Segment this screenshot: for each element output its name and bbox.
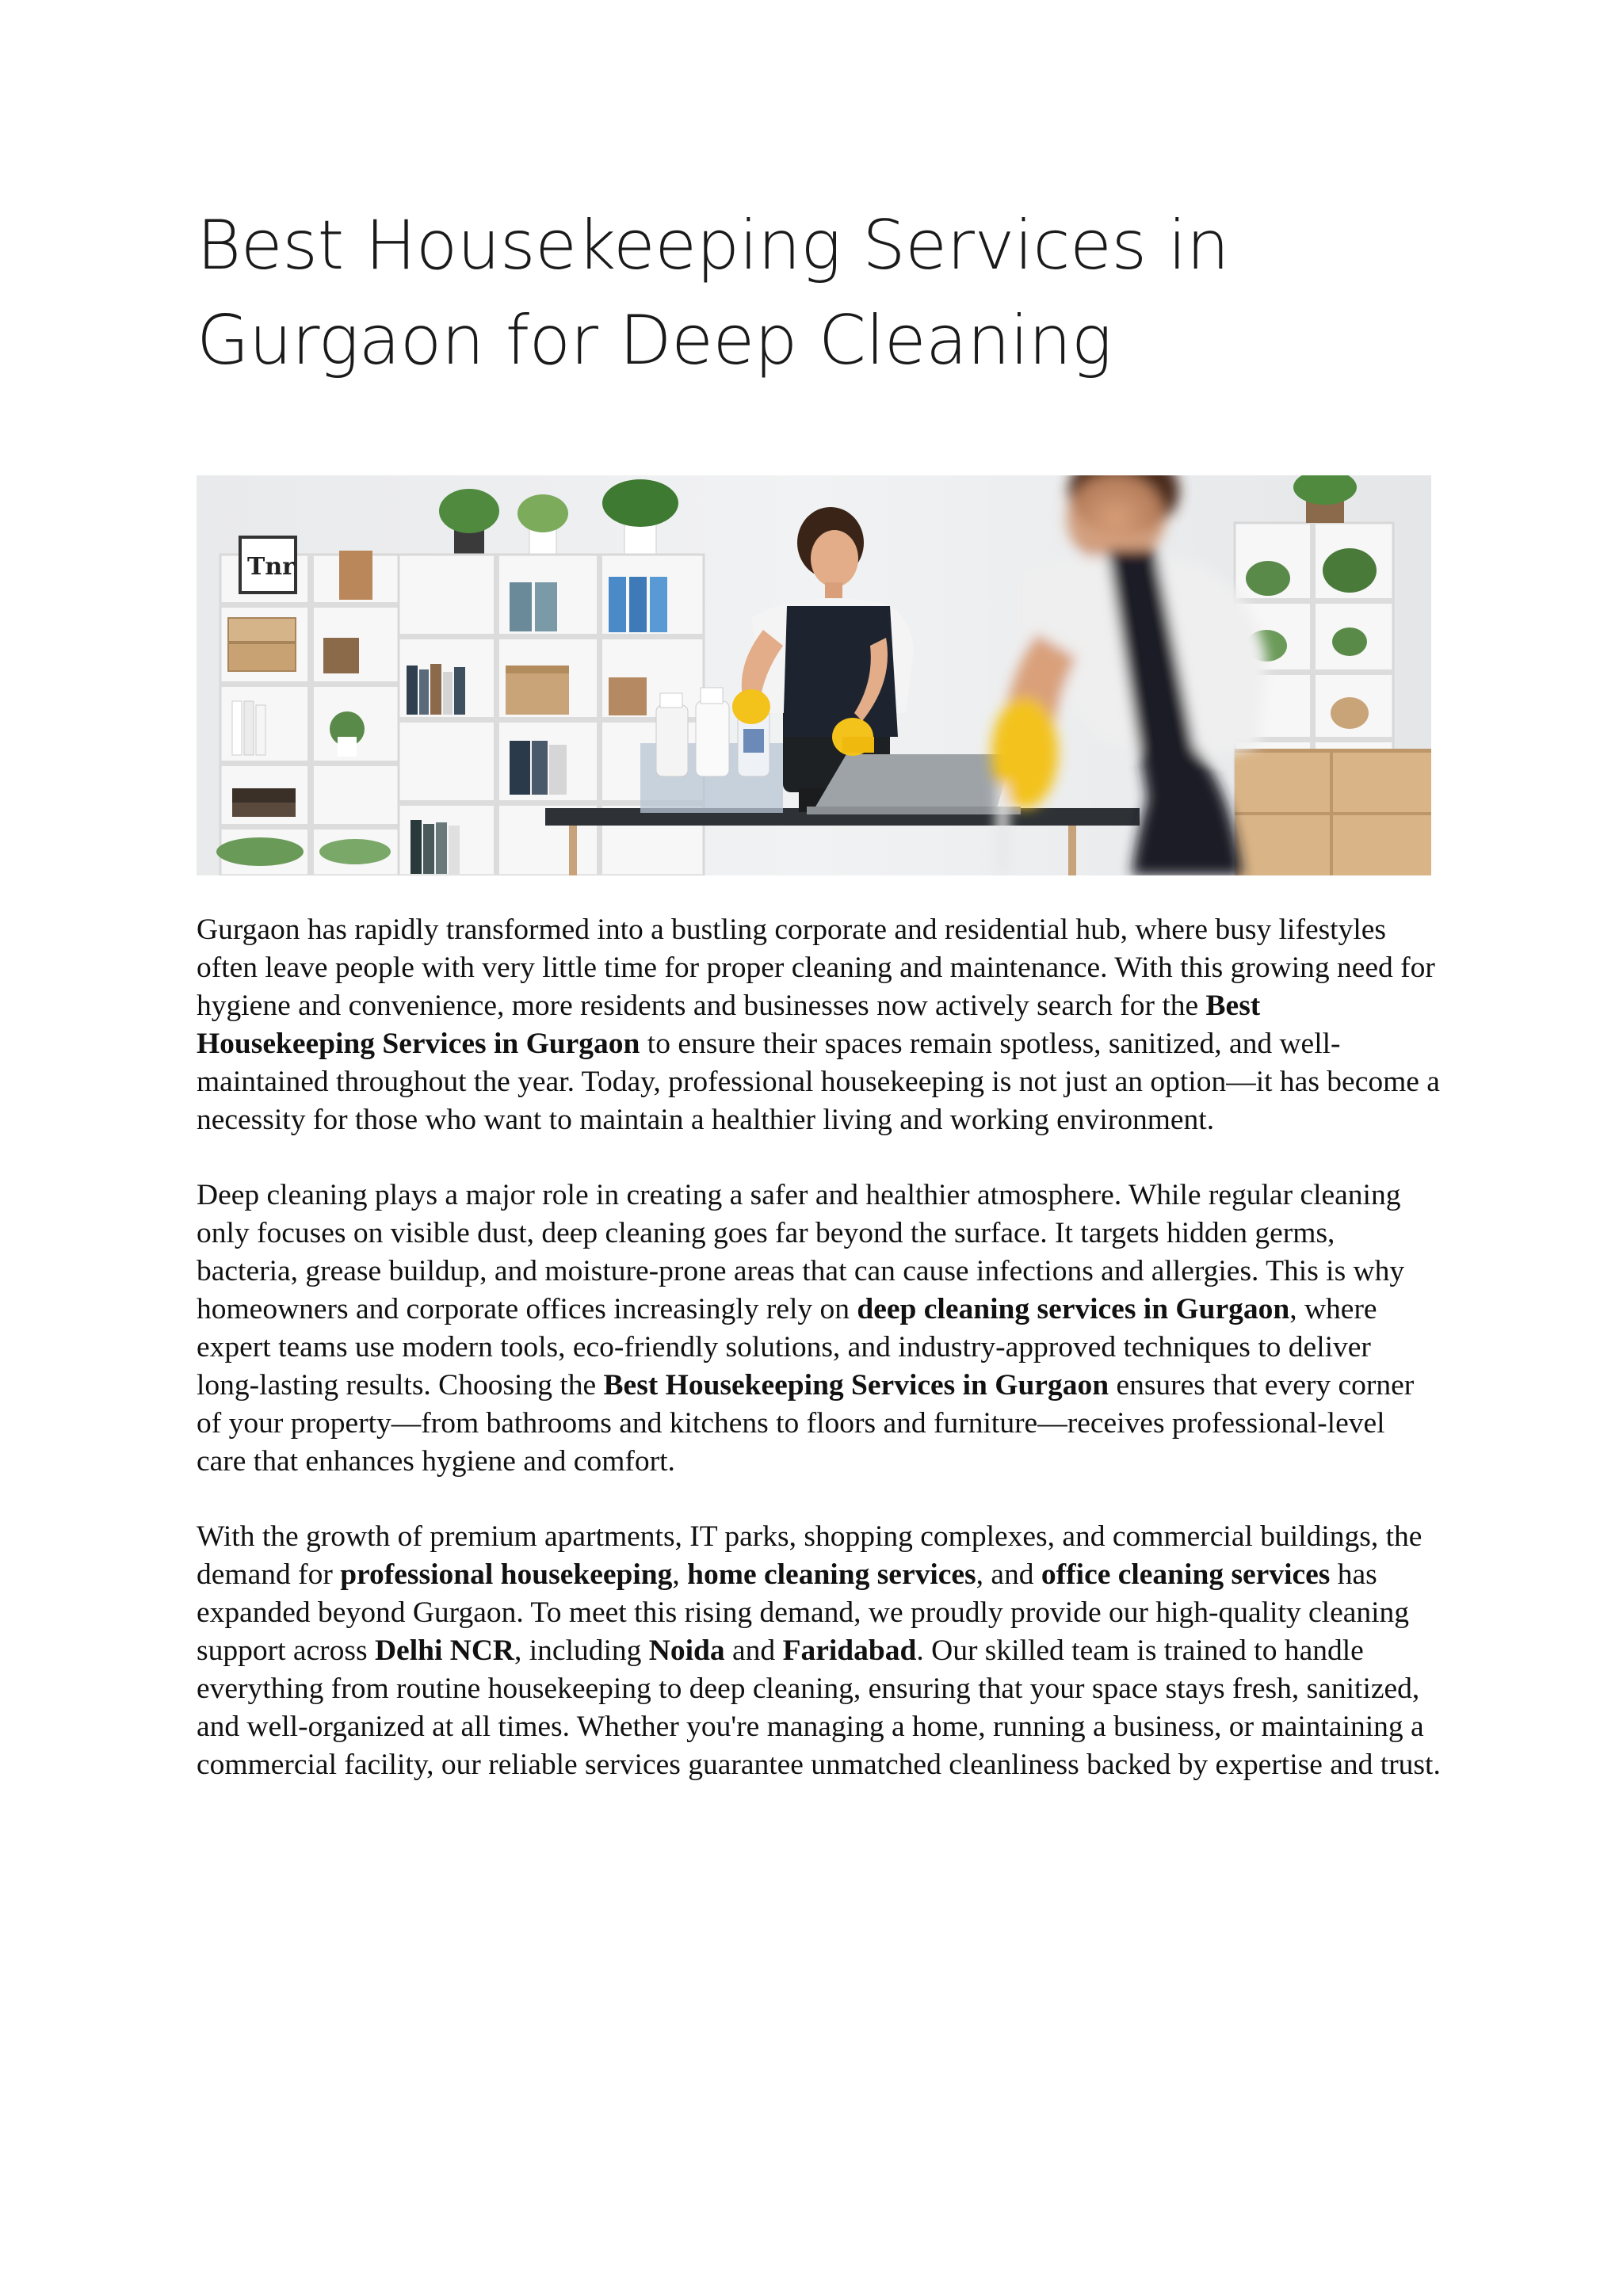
paragraph [197,1177,1441,1481]
text-run: and [724,1634,783,1667]
cleaning-photo-image [197,475,1431,875]
bold-phrase: deep cleaning services in Gurgaon [857,1293,1290,1325]
bold-phrase: office cleaning services [1041,1558,1331,1591]
text-run: With the growth of premium apartments, IT parks, shopping complexes, and commercial buildings, the demand for [197,1520,1423,1591]
text-run: Gurgaon has rapidly transformed into a bustling corporate and residential hub, where busy lifestyles often leave people with very little time for proper cleaning and maintenance. With this growing need for hygiene and convenience, more residents and businesses now actively search for the [197,913,1435,1022]
bold-phrase: home cleaning services [687,1558,976,1591]
page-title: Best Housekeeping Services in Gurgaon for Deep Cleaning [197,206,1229,380]
text-run: , including [514,1634,649,1667]
article-body [197,911,1441,1821]
bold-phrase: Noida [648,1634,725,1667]
text-run: to ensure their spaces remain spotless, sanitized, and well-maintained throughout the year. Today, professional housekeeping is not just an option—it has become a necessity for those who want to maintain a healthier living and working environment. [197,1028,1440,1136]
paragraph [197,911,1441,1139]
text-run: , [672,1558,688,1591]
bold-phrase: Best Housekeeping Services in Gurgaon [197,990,1261,1060]
text-run: ensures that every corner of your property—from bathrooms and kitchens to floors and furniture—receives professional-level care that enhances hygiene and comfort. [197,1369,1415,1478]
bold-phrase: Faridabad [782,1634,917,1667]
text-run: . Our skilled team is trained to handle everything from routine housekeeping to deep cleaning, ensuring that your space stays fresh, sanitized, and well-organized at all times. Whether you're managing a home, running a business, or maintaining a commercial facility, our reliable services guarantee unmatched cleanliness backed by expertise and trust. [197,1634,1441,1781]
bold-phrase: Best Housekeeping Services in Gurgaon [603,1369,1109,1402]
text-run: has expanded beyond Gurgaon. To meet this rising demand, we proudly provide our high-quality cleaning support across [197,1558,1410,1667]
text-run: , and [976,1558,1041,1591]
bold-phrase: professional housekeeping [340,1558,673,1591]
hero-image [197,475,1431,875]
text-run: Deep cleaning plays a major role in creating a safer and healthier atmosphere. While regular cleaning only focuses on visible dust, deep cleaning goes far beyond the surface. It targets hidden germs, bacteria, grease buildup, and moisture-prone areas that can cause infections and allergies. This is why homeowners and corporate offices increasingly rely on [197,1179,1405,1325]
poster-sign-text: Tnr [247,553,295,581]
paragraph [197,1518,1441,1784]
text-run: , where expert teams use modern tools, eco-friendly solutions, and industry-approved techniques to deliver long-lasting results. Choosing the [197,1293,1377,1402]
bold-phrase: Delhi NCR [374,1634,515,1667]
